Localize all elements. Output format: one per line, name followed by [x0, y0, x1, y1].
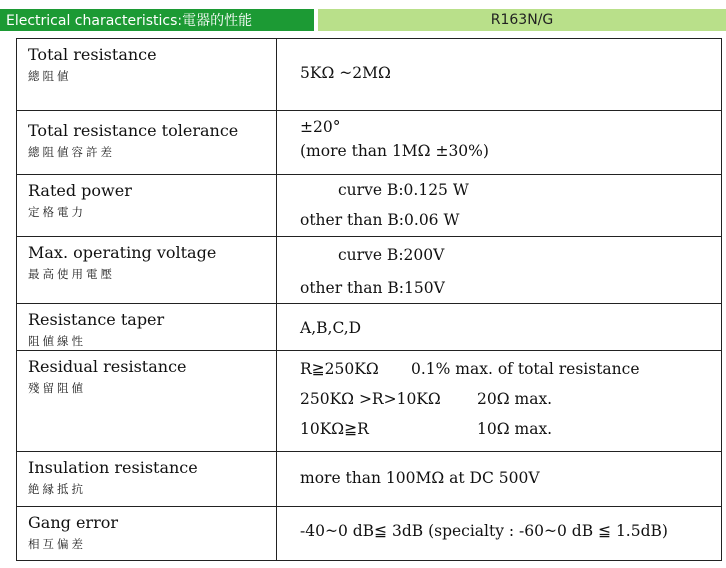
model-bar	[318, 9, 726, 31]
label-zh: 最高使用電壓	[28, 267, 115, 281]
value-text: curve B:0.125 W	[338, 181, 469, 199]
table-row	[17, 507, 722, 561]
model-name: R163N/G	[490, 12, 554, 28]
residual-line	[300, 384, 721, 414]
value-cell	[277, 507, 722, 561]
spec-table	[16, 38, 722, 561]
label-zh: 定格電力	[28, 205, 86, 219]
label-en: Gang error	[28, 513, 118, 532]
label-cell	[17, 507, 277, 561]
label-zh: 絶縁抵抗	[28, 482, 86, 496]
table-row	[17, 452, 722, 507]
label-cell	[17, 175, 277, 237]
value-text: 5KΩ ~2MΩ	[300, 64, 391, 82]
value-cell	[277, 304, 722, 351]
label-en: Residual resistance	[28, 357, 187, 376]
label-cell	[17, 304, 277, 351]
label-en: Resistance taper	[28, 310, 165, 329]
value-cell	[277, 351, 722, 452]
value-text: curve B:200V	[338, 246, 445, 264]
table-row	[17, 175, 722, 237]
residual-line	[300, 354, 721, 384]
table-row	[17, 237, 722, 304]
residual-limit: 10Ω max.	[477, 420, 553, 438]
value-cell	[277, 111, 722, 175]
residual-condition: 250KΩ >R>10KΩ	[300, 390, 441, 408]
value-text: -40~0 dB≦ 3dB (specialty : -60~0 dB ≦ 1.5dB)	[300, 522, 668, 540]
residual-condition: R≧250KΩ	[300, 360, 379, 378]
label-zh: 殘留阻値	[28, 381, 86, 395]
section-title-bar	[0, 9, 314, 31]
residual-line	[300, 414, 721, 444]
label-cell	[17, 237, 277, 304]
section-title: Electrical characteristics:電器的性能	[6, 13, 253, 29]
label-zh: 總阻値容許差	[28, 145, 115, 159]
table-row	[17, 351, 722, 452]
value-cell	[277, 452, 722, 507]
label-en: Max. operating voltage	[28, 243, 217, 262]
value-text: other than B:0.06 W	[300, 211, 460, 229]
label-cell	[17, 351, 277, 452]
value-cell	[277, 175, 722, 237]
label-en: Rated power	[28, 181, 132, 200]
label-cell	[17, 452, 277, 507]
value-text: A,B,C,D	[300, 319, 362, 337]
table-row	[17, 304, 722, 351]
label-cell	[17, 111, 277, 175]
label-en: Total resistance tolerance	[28, 121, 239, 140]
table-row	[17, 111, 722, 175]
value-cell	[277, 237, 722, 304]
label-cell	[17, 39, 277, 111]
label-zh: 阻値線性	[28, 334, 86, 348]
label-en: Total resistance	[28, 45, 157, 64]
value-text: more than 100MΩ at DC 500V	[300, 469, 540, 487]
value-text: (more than 1MΩ ±30%)	[300, 142, 489, 160]
label-en: Insulation resistance	[28, 458, 198, 477]
label-zh: 總阻値	[28, 69, 72, 83]
value-text: ±20°	[300, 118, 341, 136]
residual-condition: 10KΩ≧R	[300, 420, 369, 438]
label-zh: 相互偏差	[28, 537, 86, 551]
value-cell	[277, 39, 722, 111]
residual-limit: 20Ω max.	[477, 390, 553, 408]
residual-limit: 0.1% max. of total resistance	[411, 360, 640, 378]
value-text: other than B:150V	[300, 279, 445, 297]
table-row	[17, 39, 722, 111]
